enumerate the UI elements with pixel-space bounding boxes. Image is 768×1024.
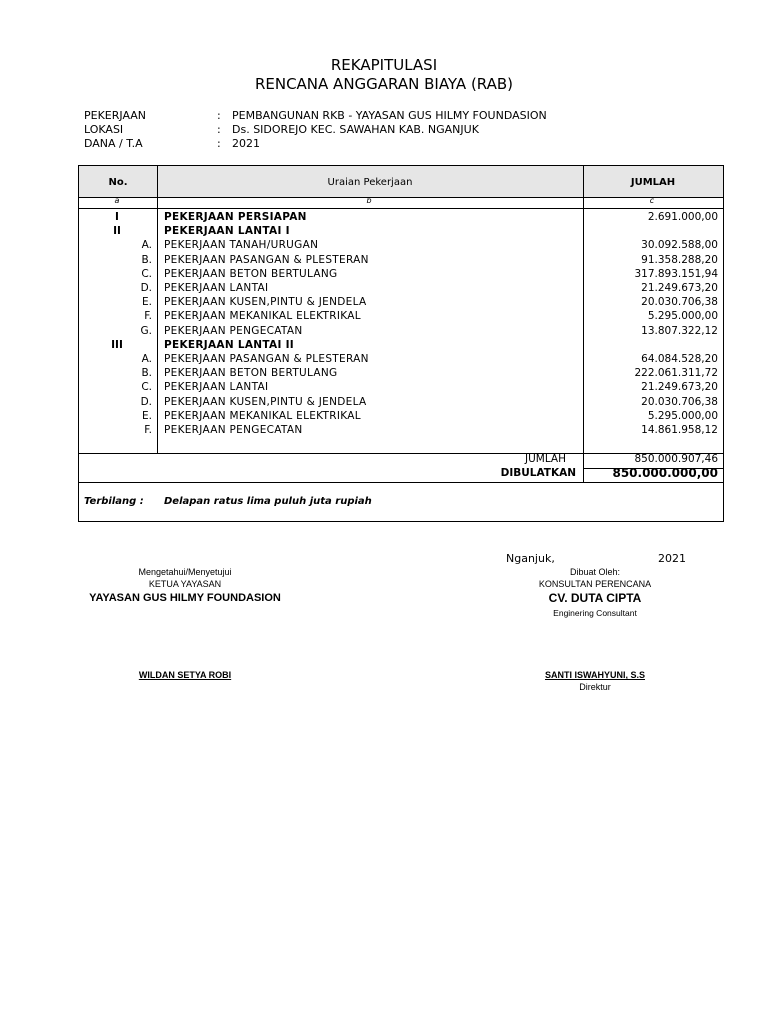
doc-subtitle: RENCANA ANGGARAN BIAYA (RAB): [254, 75, 514, 93]
row-number: B.: [141, 367, 152, 380]
row-number: A.: [141, 239, 152, 252]
row-description: PEKERJAAN MEKANIKAL ELEKTRIKAL: [164, 310, 361, 323]
subheader-divider: [79, 208, 723, 209]
row-number: E.: [142, 409, 152, 422]
table-group-row: [78, 225, 724, 239]
row-amount: 20.030.706,38: [641, 395, 718, 408]
table-row: [78, 325, 724, 339]
table-row: [78, 310, 724, 324]
row-description: PEKERJAAN LANTAI: [164, 381, 269, 394]
table-row: [78, 381, 724, 395]
row-number: A.: [141, 353, 152, 365]
signature-year: 2021: [658, 552, 686, 565]
info-value: 2021: [232, 137, 260, 150]
row-description: PEKERJAAN PENGECATAN: [164, 424, 303, 436]
sub-header-c: c: [649, 196, 655, 205]
row-description: PEKERJAAN KUSEN,PINTU & JENDELA: [164, 296, 367, 309]
row-description: PEKERJAAN PASANGAN & PLESTERAN: [164, 353, 369, 365]
right-organization: CV. DUTA CIPTA: [548, 591, 642, 605]
right-prepared-text: Dibuat Oleh:: [569, 567, 621, 577]
table-row: [78, 367, 724, 381]
table-row: [78, 296, 724, 310]
table-group-row: [78, 339, 724, 353]
row-description: PEKERJAAN MEKANIKAL ELEKTRIKAL: [164, 409, 361, 422]
table-row: [78, 254, 724, 268]
row-description: PEKERJAAN LANTAI II: [164, 338, 295, 351]
total-label: JUMLAH: [524, 453, 566, 465]
row-number: D.: [140, 395, 152, 408]
col-header-uraian: Uraian Pekerjaan: [327, 177, 413, 188]
left-position: KETUA YAYASAN: [148, 579, 222, 589]
left-signatory-name: WILDAN SETYA ROBI: [138, 670, 232, 680]
terbilang-value: Delapan ratus lima puluh juta rupiah: [164, 496, 372, 507]
table-row: [78, 353, 724, 367]
col-header-no: No.: [108, 177, 128, 188]
right-signatory-role: Direktur: [579, 682, 611, 692]
rounded-label: DIBULATKAN: [500, 467, 576, 479]
row-number: D.: [140, 282, 152, 294]
table-row: [78, 424, 724, 438]
row-description: PEKERJAAN BETON BERTULANG: [164, 267, 338, 280]
row-description: PEKERJAAN TANAH/URUGAN: [164, 239, 319, 252]
row-amount: 2.691.000,00: [647, 211, 718, 223]
table-row: [78, 282, 724, 296]
left-organization: YAYASAN GUS HILMY FOUNDASION: [89, 592, 281, 604]
info-sep: :: [217, 137, 221, 150]
row-amount: 30.092.588,00: [641, 239, 718, 252]
row-amount: 20.030.706,38: [641, 296, 718, 309]
row-amount: 91.358.288,20: [641, 253, 718, 266]
row-description: PEKERJAAN PASANGAN & PLESTERAN: [164, 253, 369, 266]
row-number: G.: [140, 324, 152, 337]
right-organization-subtitle: Enginering Consultant: [553, 608, 637, 618]
info-label: DANA / T.A: [84, 137, 143, 150]
row-amount: 5.295.000,00: [647, 310, 718, 323]
row-number: III: [111, 338, 123, 351]
signature-place: Nganjuk,: [506, 552, 555, 565]
row-number: F.: [144, 310, 152, 323]
row-number: II: [113, 225, 121, 238]
terbilang-label: Terbilang :: [84, 496, 144, 507]
table-row: [78, 268, 724, 282]
row-description: PEKERJAAN KUSEN,PINTU & JENDELA: [164, 395, 367, 408]
row-description: PEKERJAAN LANTAI I: [164, 225, 290, 238]
row-number: C.: [141, 381, 152, 394]
doc-title: REKAPITULASI: [330, 56, 438, 74]
sub-header-a: a: [114, 196, 120, 205]
table-group-row: [78, 211, 724, 225]
row-amount: 317.893.151,94: [634, 267, 718, 280]
row-description: PEKERJAAN PERSIAPAN: [164, 211, 307, 223]
row-number: I: [115, 211, 119, 223]
row-description: PEKERJAAN LANTAI: [164, 282, 269, 294]
table-row: [78, 239, 724, 253]
row-number: E.: [142, 296, 152, 309]
row-number: F.: [144, 424, 152, 436]
row-number: C.: [141, 267, 152, 280]
row-number: B.: [141, 253, 152, 266]
total-divider: [79, 482, 723, 483]
row-description: PEKERJAAN BETON BERTULANG: [164, 367, 338, 380]
row-amount: 14.861.958,12: [641, 424, 718, 436]
row-amount: 5.295.000,00: [647, 409, 718, 422]
body-divider: [79, 453, 723, 454]
sub-header-b: b: [366, 196, 372, 205]
right-position: KONSULTAN PERENCANA: [538, 579, 652, 589]
info-label: PEKERJAAN: [84, 109, 147, 122]
rounded-value: 850.000.000,00: [612, 466, 718, 480]
info-label: LOKASI: [84, 123, 124, 136]
left-approval-text: Mengetahui/Menyetujui: [138, 567, 232, 577]
row-amount: 64.084.528,20: [641, 353, 718, 365]
info-value: Ds. SIDOREJO KEC. SAWAHAN KAB. NGANJUK: [232, 123, 479, 136]
info-value: PEMBANGUNAN RKB - YAYASAN GUS HILMY FOUNDASION: [232, 109, 547, 122]
total-value: 850.000.907,46: [634, 453, 718, 465]
info-sep: :: [217, 123, 221, 136]
row-amount: 13.807.322,12: [641, 324, 718, 337]
col-header-jumlah: JUMLAH: [630, 177, 676, 188]
table-row: [78, 396, 724, 410]
right-signatory-name: SANTI ISWAHYUNI, S.S: [544, 670, 645, 680]
info-sep: :: [217, 109, 221, 122]
row-amount: 21.249.673,20: [641, 282, 718, 294]
row-amount: 222.061.311,72: [634, 367, 718, 380]
row-description: PEKERJAAN PENGECATAN: [164, 324, 303, 337]
row-amount: 21.249.673,20: [641, 381, 718, 394]
table-row: [78, 410, 724, 424]
